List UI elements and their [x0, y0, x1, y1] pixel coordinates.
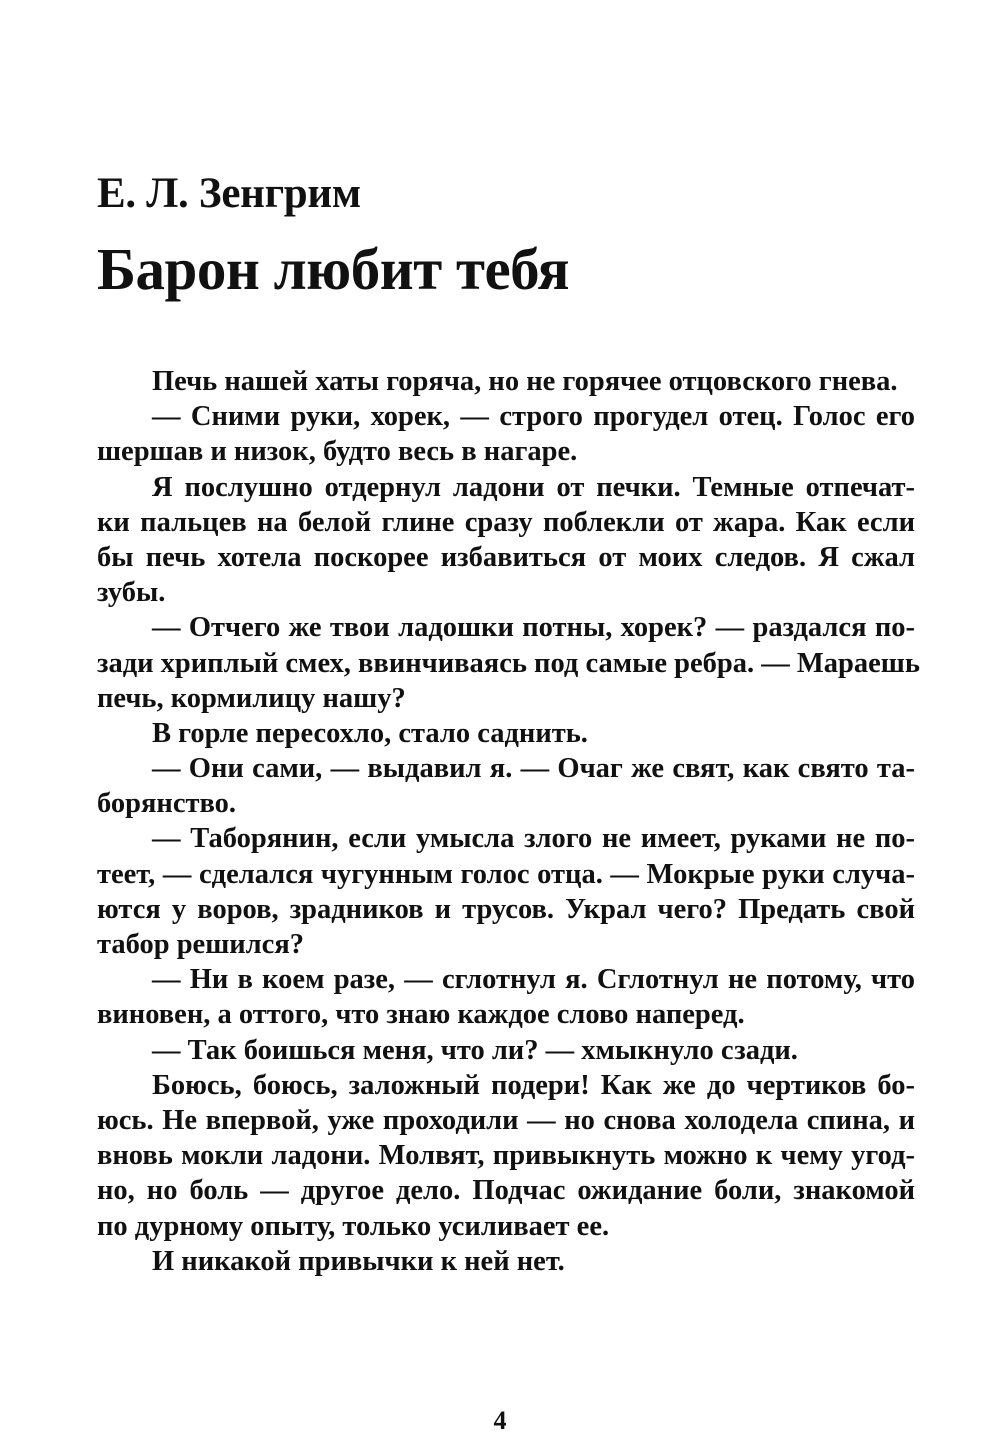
text-line: — Сними руки, хорек, — строго прогудел отец. Голос его [152, 401, 915, 433]
text-line: борянство. [97, 788, 237, 820]
text-line: — Отчего же твои ладошки потны, хорек? — раздался по- [152, 612, 915, 644]
text-line: Боюсь, боюсь, заложный подери! Как же до чертиков бо- [152, 1069, 915, 1101]
text-line: — Таборянин, если умысла злого не имеет, руками не по- [152, 823, 915, 855]
text-line: Я послушно отдернул ладони от печки. Темные отпечат- [152, 471, 915, 503]
text-line: вновь мокли ладони. Молвят, привыкнуть можно к чему угод- [97, 1140, 915, 1172]
text-line: зади хриплый смех, ввинчиваясь под самые ребра. — Мараешь [97, 647, 920, 679]
text-line: Печь нашей хаты горяча, но не горячее отцовского гнева. [152, 366, 898, 397]
text-line: по дурному опыту, только усиливает ее. [97, 1210, 610, 1242]
text-line: — Ни в коем разе, — сглотнул я. Сглотнул не потому, что [152, 964, 915, 996]
text-line: бы печь хотела поскорее избавиться от моих следов. Я сжал [97, 541, 915, 573]
page-number: 4 [493, 1406, 507, 1435]
text-line: ки пальцев на белой глине сразу поблекли от жара. Как если [97, 506, 915, 538]
text-line: В горле пересохло, стало саднить. [152, 717, 588, 749]
story-text [97, 364, 920, 1279]
text-line: но, но боль — другое дело. Подчас ожидание боли, знакомой [97, 1175, 915, 1207]
story-title: Барон любит тебя [97, 236, 570, 302]
text-line: зубы. [97, 577, 166, 609]
text-line: — Так боишься меня, что ли? — хмыкнуло сзади. [152, 1034, 798, 1066]
text-line: шершав и низок, будто весь в нагаре. [97, 436, 578, 468]
text-line: виновен, а оттого, что знаю каждое слово наперед. [97, 999, 745, 1031]
text-line: табор решился? [97, 929, 304, 960]
text-line: теет, — сделался чугунным голос отца. — Мокрые руки случа- [97, 858, 915, 890]
text-line: юсь. Не впервой, уже проходили — но снова холодела спина, и [97, 1104, 915, 1136]
text-line: И никакой привычки к ней нет. [152, 1245, 565, 1277]
text-line: — Они сами, — выдавил я. — Очаг же свят, как свято та- [152, 753, 915, 785]
author-name: Е. Л. Зенгрим [97, 170, 361, 217]
text-line: печь, кормилицу нашу? [97, 682, 406, 714]
text-line: ются у воров, зрадников и трусов. Украл чего? Предать свой [97, 893, 915, 925]
